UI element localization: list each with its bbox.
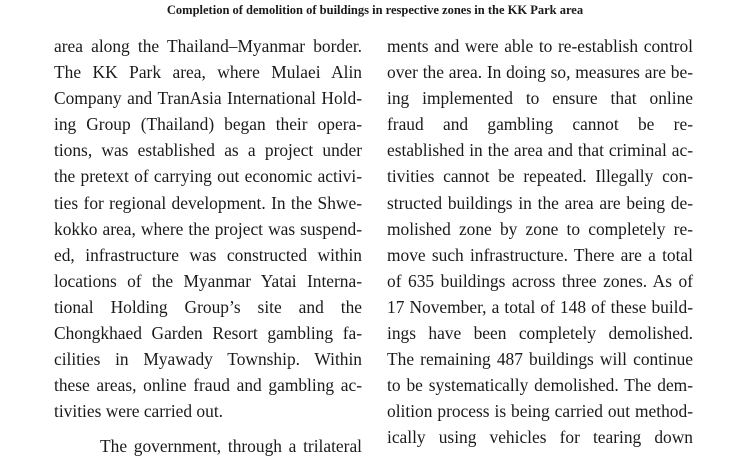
text-line: ments and were able to re-establish control <box>387 36 693 56</box>
text-line: fraud and gambling cannot be re- <box>387 114 693 135</box>
text-line: kokko area, where the project was suspend- <box>54 218 362 239</box>
text-line: to be systematically demolished. The dem- <box>387 375 693 396</box>
figure-caption: Completion of demolition of buildings in respective zones in the KK Park area <box>166 3 584 17</box>
paragraph-continued <box>387 33 693 451</box>
text-line: these areas, online fraud and gambling ac- <box>54 375 362 396</box>
text-line: ing implemented to ensure that online <box>387 88 693 109</box>
text-line: of 635 buildings across three zones. As of <box>387 270 693 291</box>
text-line: The remaining 487 buildings will continue <box>387 349 693 370</box>
text-line: ically using vehicles for tearing down <box>387 427 693 448</box>
text-line: tivities were carried out. <box>54 401 224 422</box>
text-line: structed buildings in the area are being de- <box>387 192 693 213</box>
text-line: the pretext of carrying out economic activi- <box>54 166 362 187</box>
text-line: locations of the Myanmar Yatai Interna- <box>54 270 362 291</box>
text-line: tional Holding Group’s site and the <box>54 296 362 317</box>
text-line: cilities in Myawady Township. Within <box>54 349 362 370</box>
left-column <box>54 33 362 460</box>
text-line: molished zone by zone to completely re- <box>387 218 693 239</box>
text-line: ings have been completely demolished. <box>387 323 693 344</box>
text-line: 17 November, a total of 148 of these build- <box>387 296 693 317</box>
paragraph-gap <box>54 424 362 433</box>
text-line: tivities cannot be repeated. Illegally con- <box>387 166 693 187</box>
text-line: The KK Park area, where Mulaei Alin <box>54 62 362 83</box>
paragraph-2 <box>54 433 362 459</box>
text-line: Company and TranAsia International Hold- <box>54 88 362 109</box>
paragraph-1 <box>54 33 362 424</box>
text-line: olition process is being carried out method- <box>387 401 693 422</box>
text-line: area along the Thailand–Myanmar border. <box>54 36 362 56</box>
text-line: ed, infrastructure was constructed within <box>54 244 362 265</box>
text-line: ing Group (Thailand) began their opera- <box>54 114 362 135</box>
text-line: The government, through a trilateral <box>100 436 362 457</box>
right-column <box>387 33 693 451</box>
text-line: move such infrastructure. There are a total <box>387 244 693 265</box>
text-line: established in the area and that criminal ac- <box>387 140 693 161</box>
text-line: Chongkhaed Garden Resort gambling fa- <box>54 323 362 344</box>
text-line: ties for regional development. In the Shwe- <box>54 192 362 213</box>
text-line: tions, was established as a project under <box>54 140 362 161</box>
text-line: over the area. In doing so, measures are be- <box>387 62 693 83</box>
